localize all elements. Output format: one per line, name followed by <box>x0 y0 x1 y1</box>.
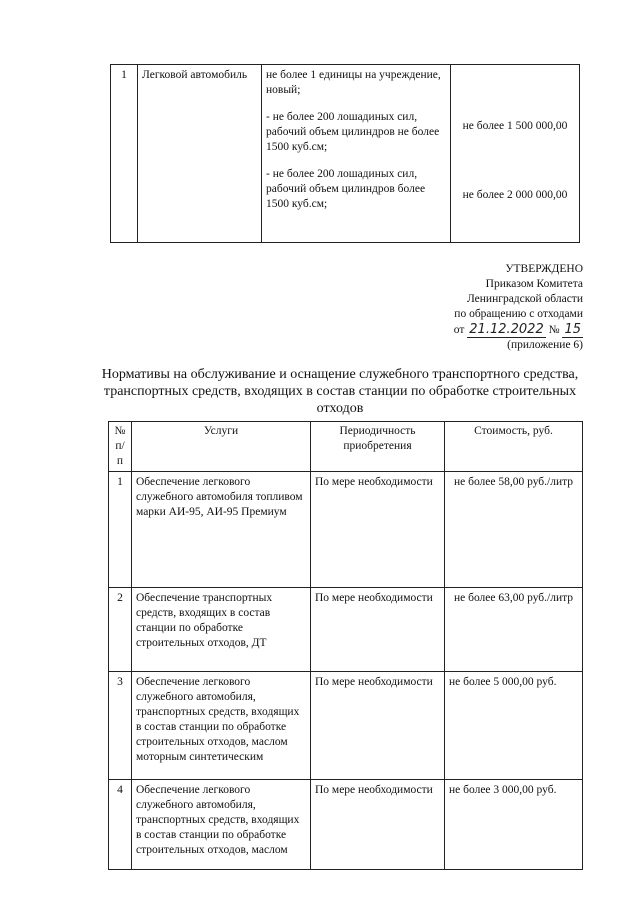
table-row <box>109 672 583 780</box>
approval-line: Ленинградской области <box>466 293 583 305</box>
number-prefix: № <box>548 324 560 336</box>
service-text: Обеспечение легкового служебного автомобиля топливом марки АИ-95, АИ-95 Премиум <box>132 472 311 588</box>
row-number: 1 <box>109 472 132 588</box>
approval-stamp <box>454 262 583 353</box>
header-service: Услуги <box>132 422 311 472</box>
header-period: Периодичность приобретения <box>311 422 445 472</box>
cost-text: не более 63,00 руб./литр <box>445 588 583 672</box>
handwritten-date: 21.12.2022 <box>469 322 544 337</box>
table-row <box>111 65 580 243</box>
row-number: 4 <box>109 780 132 870</box>
service-text: Обеспечение транспортных средств, входящих в состав станции по обработке строительных отходов, ДТ <box>132 588 311 672</box>
vehicle-table <box>110 64 580 243</box>
price-text: не более 2 000 000,00 <box>462 189 568 201</box>
row-number: 1 <box>111 65 138 243</box>
period-text: По мере необходимости <box>311 472 445 588</box>
condition-text: - не более 200 лошадиных сил, рабочий объем цилиндров не более 1500 куб.см; <box>266 111 440 153</box>
cost-text: не более 3 000,00 руб. <box>445 780 583 870</box>
period-text: По мере необходимости <box>311 672 445 780</box>
page-title: Нормативы на обслуживание и оснащение служебного транспортного средства, транспортных средств, входящих в состав станции по обработке строительных отходов <box>101 367 579 416</box>
header-num: № п/п <box>109 422 132 472</box>
period-text: По мере необходимости <box>311 780 445 870</box>
period-text: По мере необходимости <box>311 588 445 672</box>
condition-text: не более 1 единицы на учреждение, новый; <box>266 69 441 96</box>
table-row <box>109 472 583 588</box>
table-row <box>109 588 583 672</box>
vehicle-name: Легковой автомобиль <box>138 65 262 243</box>
approval-line: по обращению с отходами <box>454 308 583 320</box>
cost-text: не более 5 000,00 руб. <box>445 672 583 780</box>
services-table <box>108 421 583 870</box>
service-text: Обеспечение легкового служебного автомобиля, транспортных средств, входящих в состав станции по обработке строительных отходов, маслом <box>132 780 311 870</box>
cost-text: не более 58,00 руб./литр <box>445 472 583 588</box>
row-number: 2 <box>109 588 132 672</box>
vehicle-conditions <box>262 65 451 243</box>
table-header-row <box>109 422 583 472</box>
approval-date-line <box>454 322 583 338</box>
row-number: 3 <box>109 672 132 780</box>
approval-line: Приказом Комитета <box>485 278 583 290</box>
appendix-label: (приложение 6) <box>507 339 583 351</box>
header-cost: Стоимость, руб. <box>445 422 583 472</box>
table-row <box>109 780 583 870</box>
vehicle-prices <box>451 65 580 243</box>
service-text: Обеспечение легкового служебного автомобиля, транспортных средств, входящих в состав станции по обработке строительных отходов, маслом моторным синтетическим <box>132 672 311 780</box>
date-prefix: от <box>453 324 465 336</box>
price-text: не более 1 500 000,00 <box>462 120 568 132</box>
handwritten-number: 15 <box>564 322 581 337</box>
condition-text: - не более 200 лошадиных сил, рабочий объем цилиндров более 1500 куб.см; <box>266 168 426 210</box>
approval-heading: УТВЕРЖДЕНО <box>505 263 583 275</box>
